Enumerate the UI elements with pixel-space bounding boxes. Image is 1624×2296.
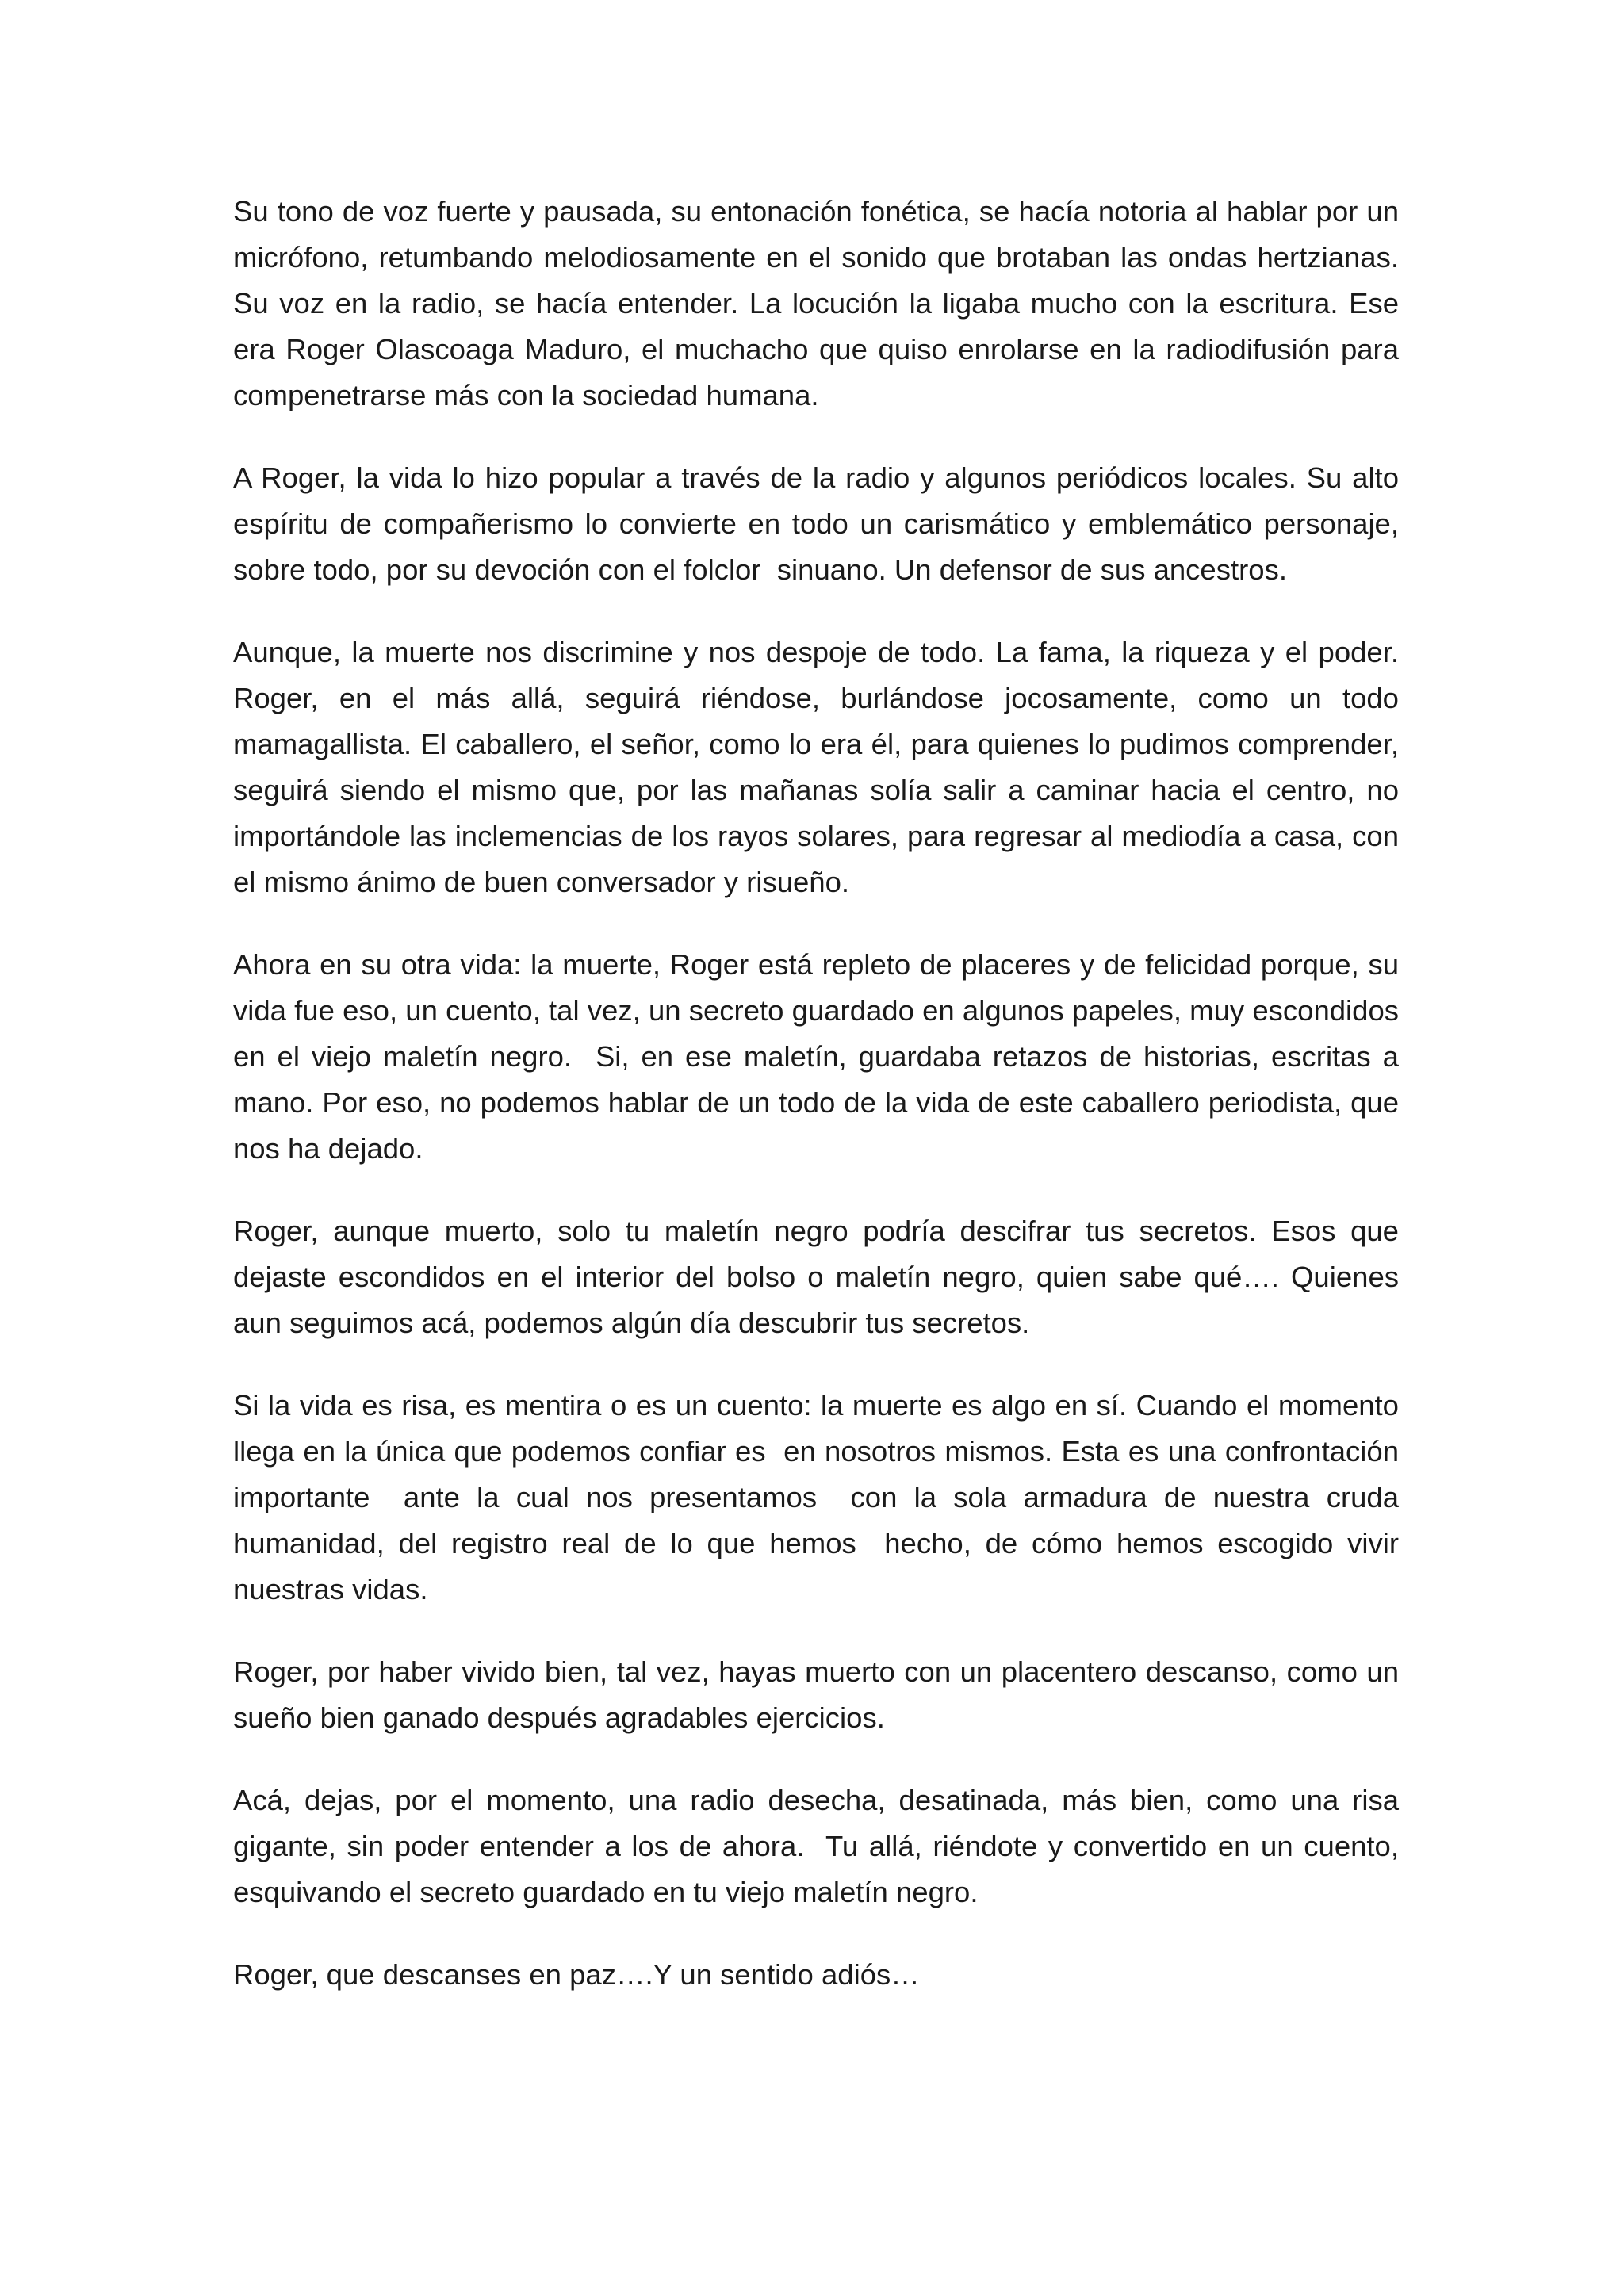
paragraph: Aunque, la muerte nos discrimine y nos despoje de todo. La fama, la riqueza y el poder. Roger, en el más allá, seguirá riéndose, burlándose jocosamente, como un todo mamagallista. El caballero, el señor, como lo era él, para quienes lo pudimos comprender, seguirá siendo el mismo que, por las mañanas solía salir a caminar hacia el centro, no importándole las inclemencias de los rayos solares, para regresar al mediodía a casa, con el mismo ánimo de buen conversador y risueño. bbox=[233, 636, 1408, 898]
document-body bbox=[233, 189, 1408, 1998]
paragraph: Su tono de voz fuerte y pausada, su entonación fonética, se hacía notoria al hablar por un micrófono, retumbando melodiosamente en el sonido que brotaban las ondas hertzianas. Su voz en la radio, se hacía entender. La locución la ligaba mucho con la escritura. Ese era Roger Olascoaga Maduro, el muchacho que quiso enrolarse en la radiodifusión para compenetrarse más con la sociedad humana. bbox=[233, 195, 1408, 411]
closing-paragraph: Roger, que descanses en paz….Y un sentido adiós… bbox=[233, 1958, 920, 1991]
paragraph: Acá, dejas, por el momento, una radio desecha, desatinada, más bien, como una risa gigante, sin poder entender a los de ahora. Tu allá, riéndote y convertido en un cuento, esquivando el secreto guardado en tu viejo maletín negro. bbox=[233, 1784, 1408, 1908]
paragraph: A Roger, la vida lo hizo popular a través de la radio y algunos periódicos locales. Su alto espíritu de compañerismo lo convierte en todo un carismático y emblemático personaje, sobre todo, por su devoción con el folclor sinuano. Un defensor de sus ancestros. bbox=[233, 461, 1408, 586]
paragraph: Roger, aunque muerto, solo tu maletín negro podría descifrar tus secretos. Esos que dejaste escondidos en el interior del bolso o maletín negro, quien sabe qué…. Quienes aun seguimos acá, podemos algún día descubrir tus secretos. bbox=[233, 1215, 1408, 1339]
paragraph: Roger, por haber vivido bien, tal vez, hayas muerto con un placentero descanso, como un sueño bien ganado después agradables ejercicios. bbox=[233, 1655, 1408, 1734]
paragraph: Si la vida es risa, es mentira o es un cuento: la muerte es algo en sí. Cuando el momento llega en la única que podemos confiar es en nosotros mismos. Esta es una confrontación importante ante la cual nos presentamos con la sola armadura de nuestra cruda humanidad, del registro real de lo que hemos hecho, de cómo hemos escogido vivir nuestras vidas. bbox=[233, 1389, 1408, 1605]
paragraph: Ahora en su otra vida: la muerte, Roger está repleto de placeres y de felicidad porque, su vida fue eso, un cuento, tal vez, un secreto guardado en algunos papeles, muy escondidos en el viejo maletín negro. Si, en ese maletín, guardaba retazos de historias, escritas a mano. Por eso, no podemos hablar de un todo de la vida de este caballero periodista, que nos ha dejado. bbox=[233, 948, 1408, 1165]
